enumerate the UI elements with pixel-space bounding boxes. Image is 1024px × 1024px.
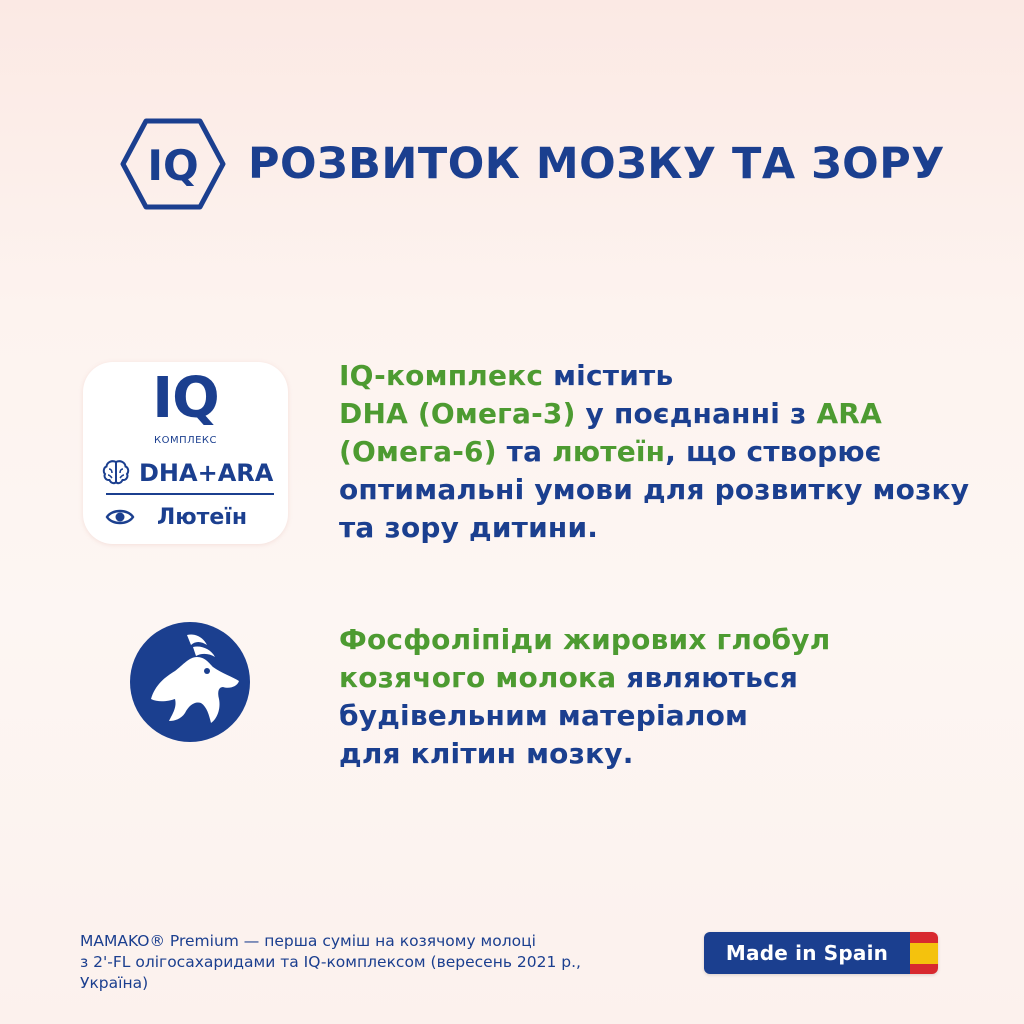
- phospholipids-line: [339, 659, 830, 697]
- eye-icon: [105, 506, 135, 528]
- phospholipids-line: [339, 621, 830, 659]
- iq-description-text-segment: ARA: [816, 397, 882, 430]
- phospholipids-line: [339, 697, 830, 735]
- iq-description-text-segment: , що створює: [665, 435, 882, 468]
- logo-text: IQ: [147, 141, 199, 190]
- footnote: [80, 931, 640, 994]
- badge-iq-text: IQ: [152, 366, 219, 431]
- iq-description-text-segment: (Омега-6): [339, 435, 507, 468]
- iq-description-text-segment: та: [506, 435, 553, 468]
- iq-complex-badge: [83, 362, 288, 544]
- badge-divider: [106, 493, 274, 495]
- iq-description-line: [339, 509, 969, 547]
- badge-kompleks-text: КОМПЛЕКС: [153, 435, 218, 446]
- iq-description-text-segment: лютеїн: [552, 435, 666, 468]
- iq-description-text-segment: у поєднанні з: [585, 397, 817, 430]
- phospholipids-text-segment: являються: [626, 661, 798, 694]
- phospholipids-text-segment: будівельним матеріалом: [339, 699, 749, 732]
- iq-description-text-segment: містить: [553, 359, 674, 392]
- iq-description-line: [339, 433, 969, 471]
- iq-description-text-segment: DHA (Омега-3): [339, 397, 586, 430]
- phospholipids-text-segment: козячого молока: [339, 661, 627, 694]
- badge-dha-ara-text: DHA+ARA: [139, 459, 274, 487]
- iq-description-line: [339, 357, 969, 395]
- phospholipids-line: [339, 735, 830, 773]
- iq-description-line: [339, 395, 969, 433]
- made-in-spain-text: Made in Spain: [704, 932, 910, 974]
- brain-icon: [101, 458, 131, 488]
- phospholipids-text-segment: Фосфоліпіди жирових глобул: [339, 623, 831, 656]
- iq-description-text-segment: оптимальні умови для розвитку мозку: [339, 473, 970, 506]
- badge-lutein-text: Лютеїн: [157, 504, 248, 530]
- header: [120, 118, 945, 210]
- made-in-spain-badge: [704, 932, 938, 974]
- iq-description-text-segment: та зору дитини.: [339, 511, 599, 544]
- spain-flag-icon: [910, 932, 938, 974]
- badge-lutein-row: [105, 500, 247, 534]
- iq-complex-description: [339, 357, 969, 547]
- badge-dha-row: [101, 455, 273, 491]
- goat-icon: [129, 621, 251, 743]
- footnote-line: MAMAKO® Premium — перша суміш на козячому молоці: [80, 932, 536, 950]
- phospholipids-description: [339, 621, 830, 773]
- footnote-line: Україна): [80, 974, 149, 992]
- iq-description-line: [339, 471, 969, 509]
- iq-description-text-segment: IQ-комплекс: [339, 359, 554, 392]
- footnote-line: з 2'-FL олігосахаридами та IQ-комплексом (вересень 2021 р.,: [80, 953, 581, 971]
- phospholipids-text-segment: для клітин мозку.: [339, 737, 634, 770]
- iq-hexagon-logo-icon: [120, 118, 226, 210]
- page-title: РОЗВИТОК МОЗКУ ТА ЗОРУ: [248, 139, 945, 189]
